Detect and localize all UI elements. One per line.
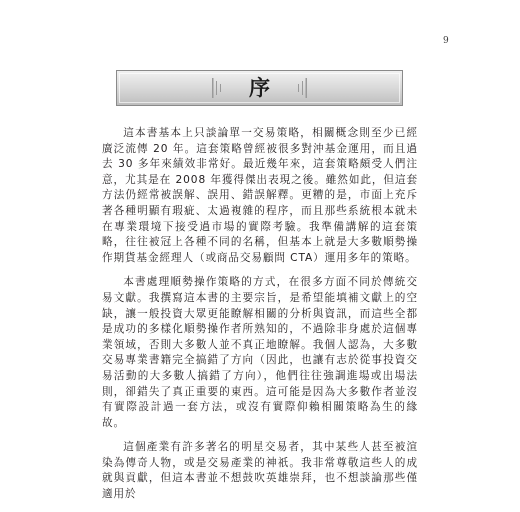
- paragraph: 本書處理順勢操作策略的方式，在很多方面不同於傳統交易文獻。我撰寫這本書的主要宗旨，是希望能填補文獻上的空缺，讓一般投資大眾更能瞭解相關的分析與資訊，而這些全都是成功的多樣化順勢操作者所熟知的，不過除非身處於這個專業領域，否則大多數人並不真正地瞭解。我個人認為，大多數交易專業書籍完全搞錯了方向（因此，也讓有志於從事投資交易活動的大多數人搞錯了方向），他們往往強調進場或出場法則，卻錯失了真正重要的東西。這可能是因為大多數作者並沒有實際設計過一套方法，或沒有實際仰賴相關策略為生的緣故。: [102, 276, 418, 429]
- paragraph: 這本書基本上只談論單一交易策略，相關概念則至少已經廣泛流傳 20 年。這套策略曾經被很多對沖基金運用，而且過去 30 多年來績效非常好。最近幾年來，這套策略頗受人們注意，尤其是在 2008 年獲得傑出表現之後。雖然如此，但這套方法仍經常被誤解、誤用、錯誤解釋。更糟的是，市面上充斥著各種明顯有瑕疵、太過複雜的程序，而且那些系統根本就未在專業環境下接受過市場的實際考驗。我準備講解的這套策略，往往被冠上各種不同的名稱，但基本上就是大多數順勢操作期貨基金經理人（或商品交易顧問 CTA）運用多年的策略。: [102, 127, 418, 264]
- page-title: 序: [249, 75, 270, 100]
- title-banner: [116, 70, 403, 106]
- body-text: [102, 126, 418, 512]
- page-number: 9: [443, 36, 449, 46]
- paragraph: 這個產業有許多著名的明星交易者，其中某些人甚至被渲染為傳奇人物，或是交易產業的神祇。我非常尊敬這些人的成就與貢獻，但這本書並不想鼓吹英雄崇拜，也不想談論那些僅適用於: [102, 441, 418, 501]
